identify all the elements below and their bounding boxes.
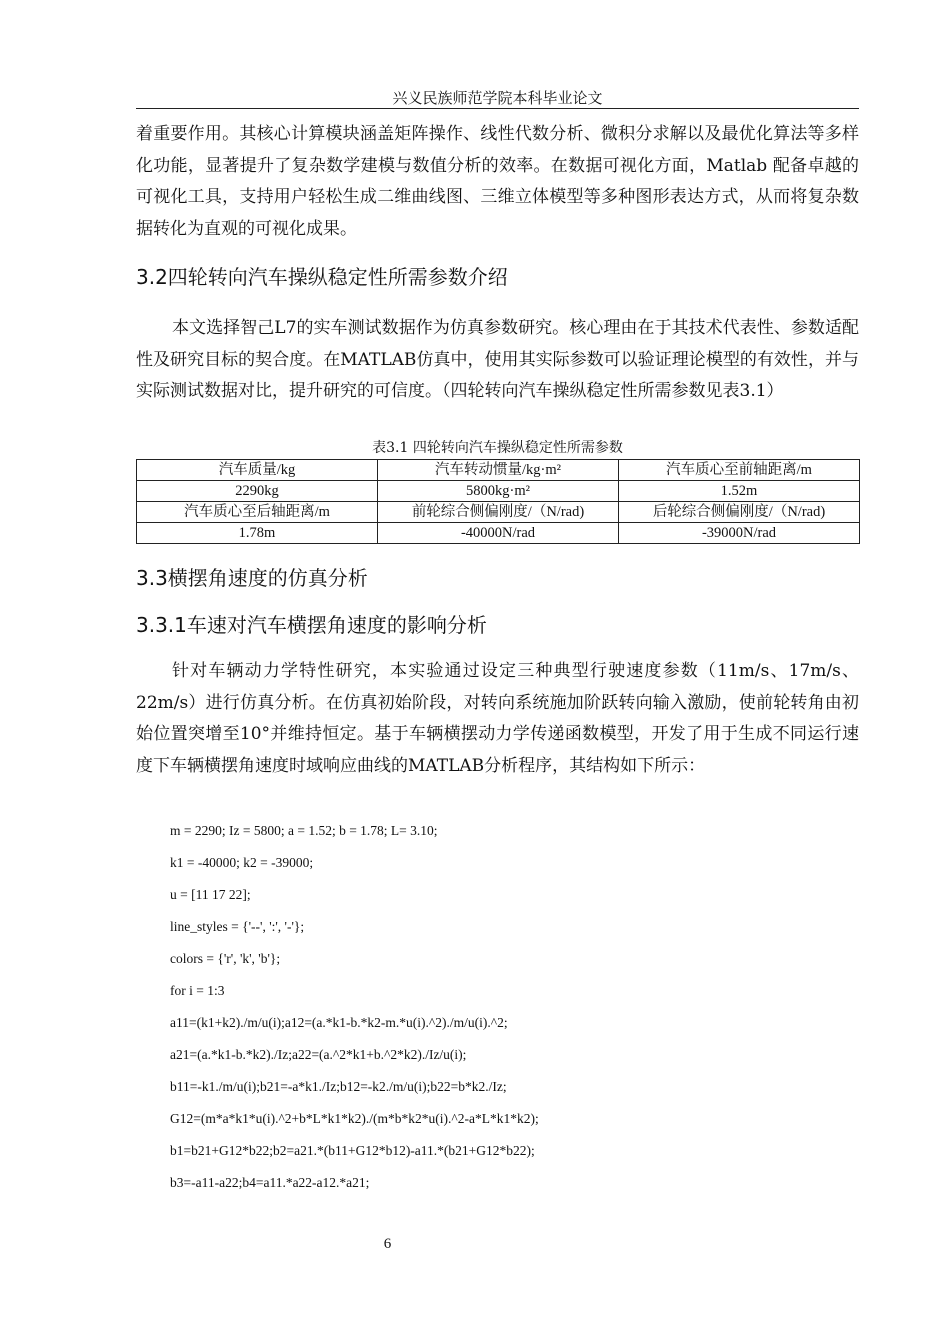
table-caption: 表3.1 四轮转向汽车操纵稳定性所需参数 (372, 440, 623, 456)
table-row (137, 502, 860, 523)
intro-continuation-paragraph: 着重要作用。其核心计算模块涵盖矩阵操作、线性代数分析、微积分求解以及最优化算法等多样化功能，显著提升了复杂数学建模与数值分析的效率。在数据可视化方面，Matlab 配备卓越的可视化工具，支持用户轻松生成二维曲线图、三维立体模型等多种图形表达方式，从而将复杂数据转化为直观的可视化成果。 (136, 124, 859, 239)
section-3-3-1-paragraph: 针对车辆动力学特性研究，本实验通过设定三种典型行驶速度参数（11m/s、17m/s、22m/s）进行仿真分析。在仿真初始阶段，对转向系统施加阶跃转向输入激励，使前轮转角由初始位置突增至10°并维持恒定。基于车辆横摆动力学传递函数模型，开发了用于生成不同运行速度下车辆横摆角速度时域响应曲线的MATLAB分析程序，其结构如下所示： (136, 661, 859, 776)
code-line: for i = 1:3 (170, 983, 225, 998)
code-line: b3=-a11-a22;b4=a11.*a22-a12.*a21; (170, 1175, 370, 1190)
table-cell: 5800kg·m² (378, 481, 619, 502)
table-cell: 汽车质量/kg (137, 460, 378, 481)
header-rule (136, 108, 859, 109)
table-cell: 1.52m (619, 481, 860, 502)
code-line: b1=b21+G12*b22;b2=a21.*(b11+G12*b12)-a11.*(b21+G12*b22); (170, 1143, 535, 1158)
code-line: k1 = -40000; k2 = -39000; (170, 855, 314, 870)
code-line: a11=(k1+k2)./m/u(i);a12=(a.*k1-b.*k2-m.*u(i).^2)./m/u(i).^2; (170, 1015, 508, 1030)
table-cell: 汽车质心至后轴距离/m (137, 502, 378, 523)
code-line: u = [11 17 22]; (170, 887, 251, 902)
code-line: m = 2290; Iz = 5800; a = 1.52; b = 1.78; L= 3.10; (170, 823, 438, 838)
table-row (137, 481, 860, 502)
code-line: a21=(a.*k1-b.*k2)./Iz;a22=(a.^2*k1+b.^2*k2)./Iz/u(i); (170, 1047, 467, 1062)
section-3-2-paragraph: 本文选择智己L7的实车测试数据作为仿真参数研究。核心理由在于其技术代表性、参数适配性及研究目标的契合度。在MATLAB仿真中，使用其实际参数可以验证理论模型的有效性，并与实际测试数据对比，提升研究的可信度。（四轮转向汽车操纵稳定性所需参数见表3.1） (136, 318, 859, 401)
section-heading-3-3: 3.3横摆角速度的仿真分析 (136, 566, 368, 590)
section-heading-3-2: 3.2四轮转向汽车操纵稳定性所需参数介绍 (136, 265, 508, 289)
table-cell: 汽车转动惯量/kg·m² (378, 460, 619, 481)
table-cell: 后轮综合侧偏刚度/（N/rad) (619, 502, 860, 523)
table-cell: 汽车质心至前轴距离/m (619, 460, 860, 481)
code-line: b11=-k1./m/u(i);b21=-a*k1./Iz;b12=-k2./m/u(i);b22=b*k2./Iz; (170, 1079, 507, 1094)
table-cell: 2290kg (137, 481, 378, 502)
table-cell: 1.78m (137, 523, 378, 544)
running-header: 兴义民族师范学院本科毕业论文 (392, 89, 603, 107)
code-line: G12=(m*a*k1*u(i).^2+b*L*k1*k2)./(m*b*k2*u(i).^2-a*L*k1*k2); (170, 1111, 539, 1126)
section-heading-3-3-1: 3.3.1车速对汽车横摆角速度的影响分析 (136, 613, 487, 637)
table-row (137, 460, 860, 481)
table-cell: -40000N/rad (378, 523, 619, 544)
table-row (137, 523, 860, 544)
page-number: 6 (383, 1236, 392, 1252)
code-line: colors = {'r', 'k', 'b'}; (170, 951, 281, 966)
table-cell: 前轮综合侧偏刚度/（N/rad) (378, 502, 619, 523)
code-line: line_styles = {'--', ':', '-'}; (170, 919, 305, 934)
matlab-code-block (170, 815, 539, 1199)
table-cell: -39000N/rad (619, 523, 860, 544)
parameter-table (136, 459, 860, 544)
